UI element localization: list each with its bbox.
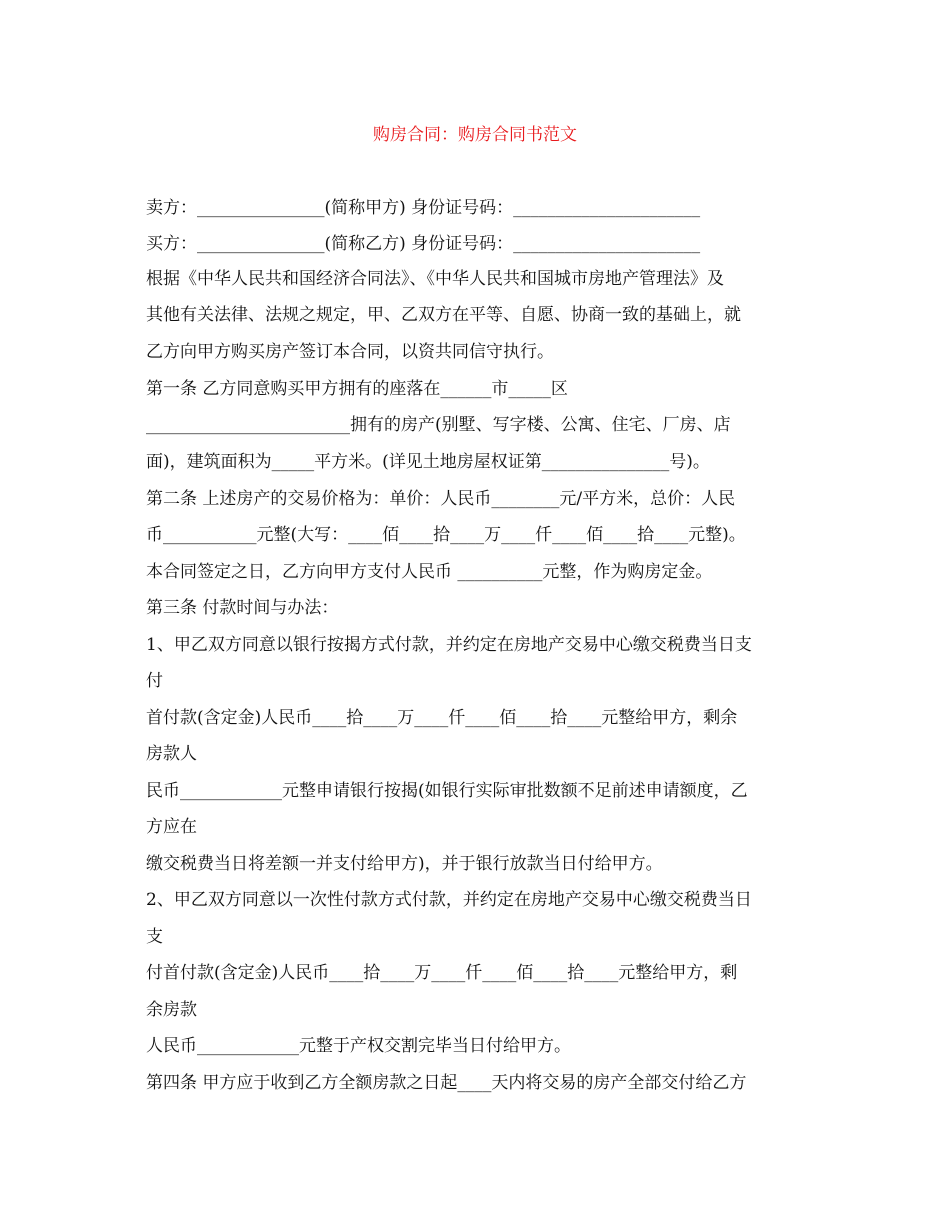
text-line: 付首付款(含定金)人民币____拾____万____仟____佰____拾____元整给甲方，剩: [146, 963, 738, 983]
text-line: 支: [146, 927, 163, 947]
text-line: 本合同签定之日，乙方向甲方支付人民币 __________元整，作为购房定金。: [146, 562, 713, 582]
text-line: 1、甲乙双方同意以银行按揭方式付款，并约定在房地产交易中心缴交税费当日支: [146, 635, 752, 655]
text-line: 人民币____________元整于产权交割完毕当日付给甲方。: [146, 1036, 571, 1056]
text-line: 方应在: [146, 817, 197, 837]
text-line: 缴交税费当日将差额一并支付给甲方)，并于银行放款当日付给甲方。: [146, 854, 663, 874]
text-line: 2、甲乙双方同意以一次性付款方式付款，并约定在房地产交易中心缴交税费当日: [146, 890, 752, 910]
text-line: 首付款(含定金)人民币____拾____万____仟____佰____拾____元整给甲方，剩余: [146, 708, 738, 728]
text-line: 房款人: [146, 744, 197, 764]
text-line: 其他有关法律、法规之规定，甲、乙双方在平等、自愿、协商一致的基础上，就: [146, 305, 741, 325]
text-line: 币___________元整(大写：____佰____拾____万____仟____佰____拾____元整)。: [146, 525, 746, 545]
text-line: 第三条 付款时间与办法：: [146, 598, 339, 618]
text-line: 买方：_______________(简称乙方) 身份证号码：______________________: [146, 234, 701, 254]
text-line: 乙方向甲方购买房产签订本合同，以资共同信守执行。: [146, 342, 554, 362]
text-line: 卖方：_______________(简称甲方) 身份证号码：______________________: [146, 198, 701, 218]
text-line: 余房款: [146, 1000, 197, 1020]
text-line: 面)，建筑面积为_____平方米。(详见土地房屋权证第_______________号)。: [146, 452, 710, 472]
document-title: 购房合同：购房合同书范文: [373, 125, 577, 145]
text-line: ________________________拥有的房产(别墅、写字楼、公寓、住宅、厂房、店: [146, 415, 731, 435]
text-line: 第二条 上述房产的交易价格为：单价：人民币________元/平方米，总价：人民: [146, 489, 736, 509]
text-line: 第四条 甲方应于收到乙方全额房款之日起____天内将交易的房产全部交付给乙方: [146, 1073, 747, 1093]
text-line: 付: [146, 671, 163, 691]
text-line: 根据《中华人民共和国经济合同法》、《中华人民共和国城市房地产管理法》及: [146, 269, 724, 289]
text-line: 民币____________元整申请银行按揭(如银行实际审批数额不足前述申请额度，乙: [146, 781, 748, 801]
text-line: 第一条 乙方同意购买甲方拥有的座落在______市_____区: [146, 379, 568, 399]
